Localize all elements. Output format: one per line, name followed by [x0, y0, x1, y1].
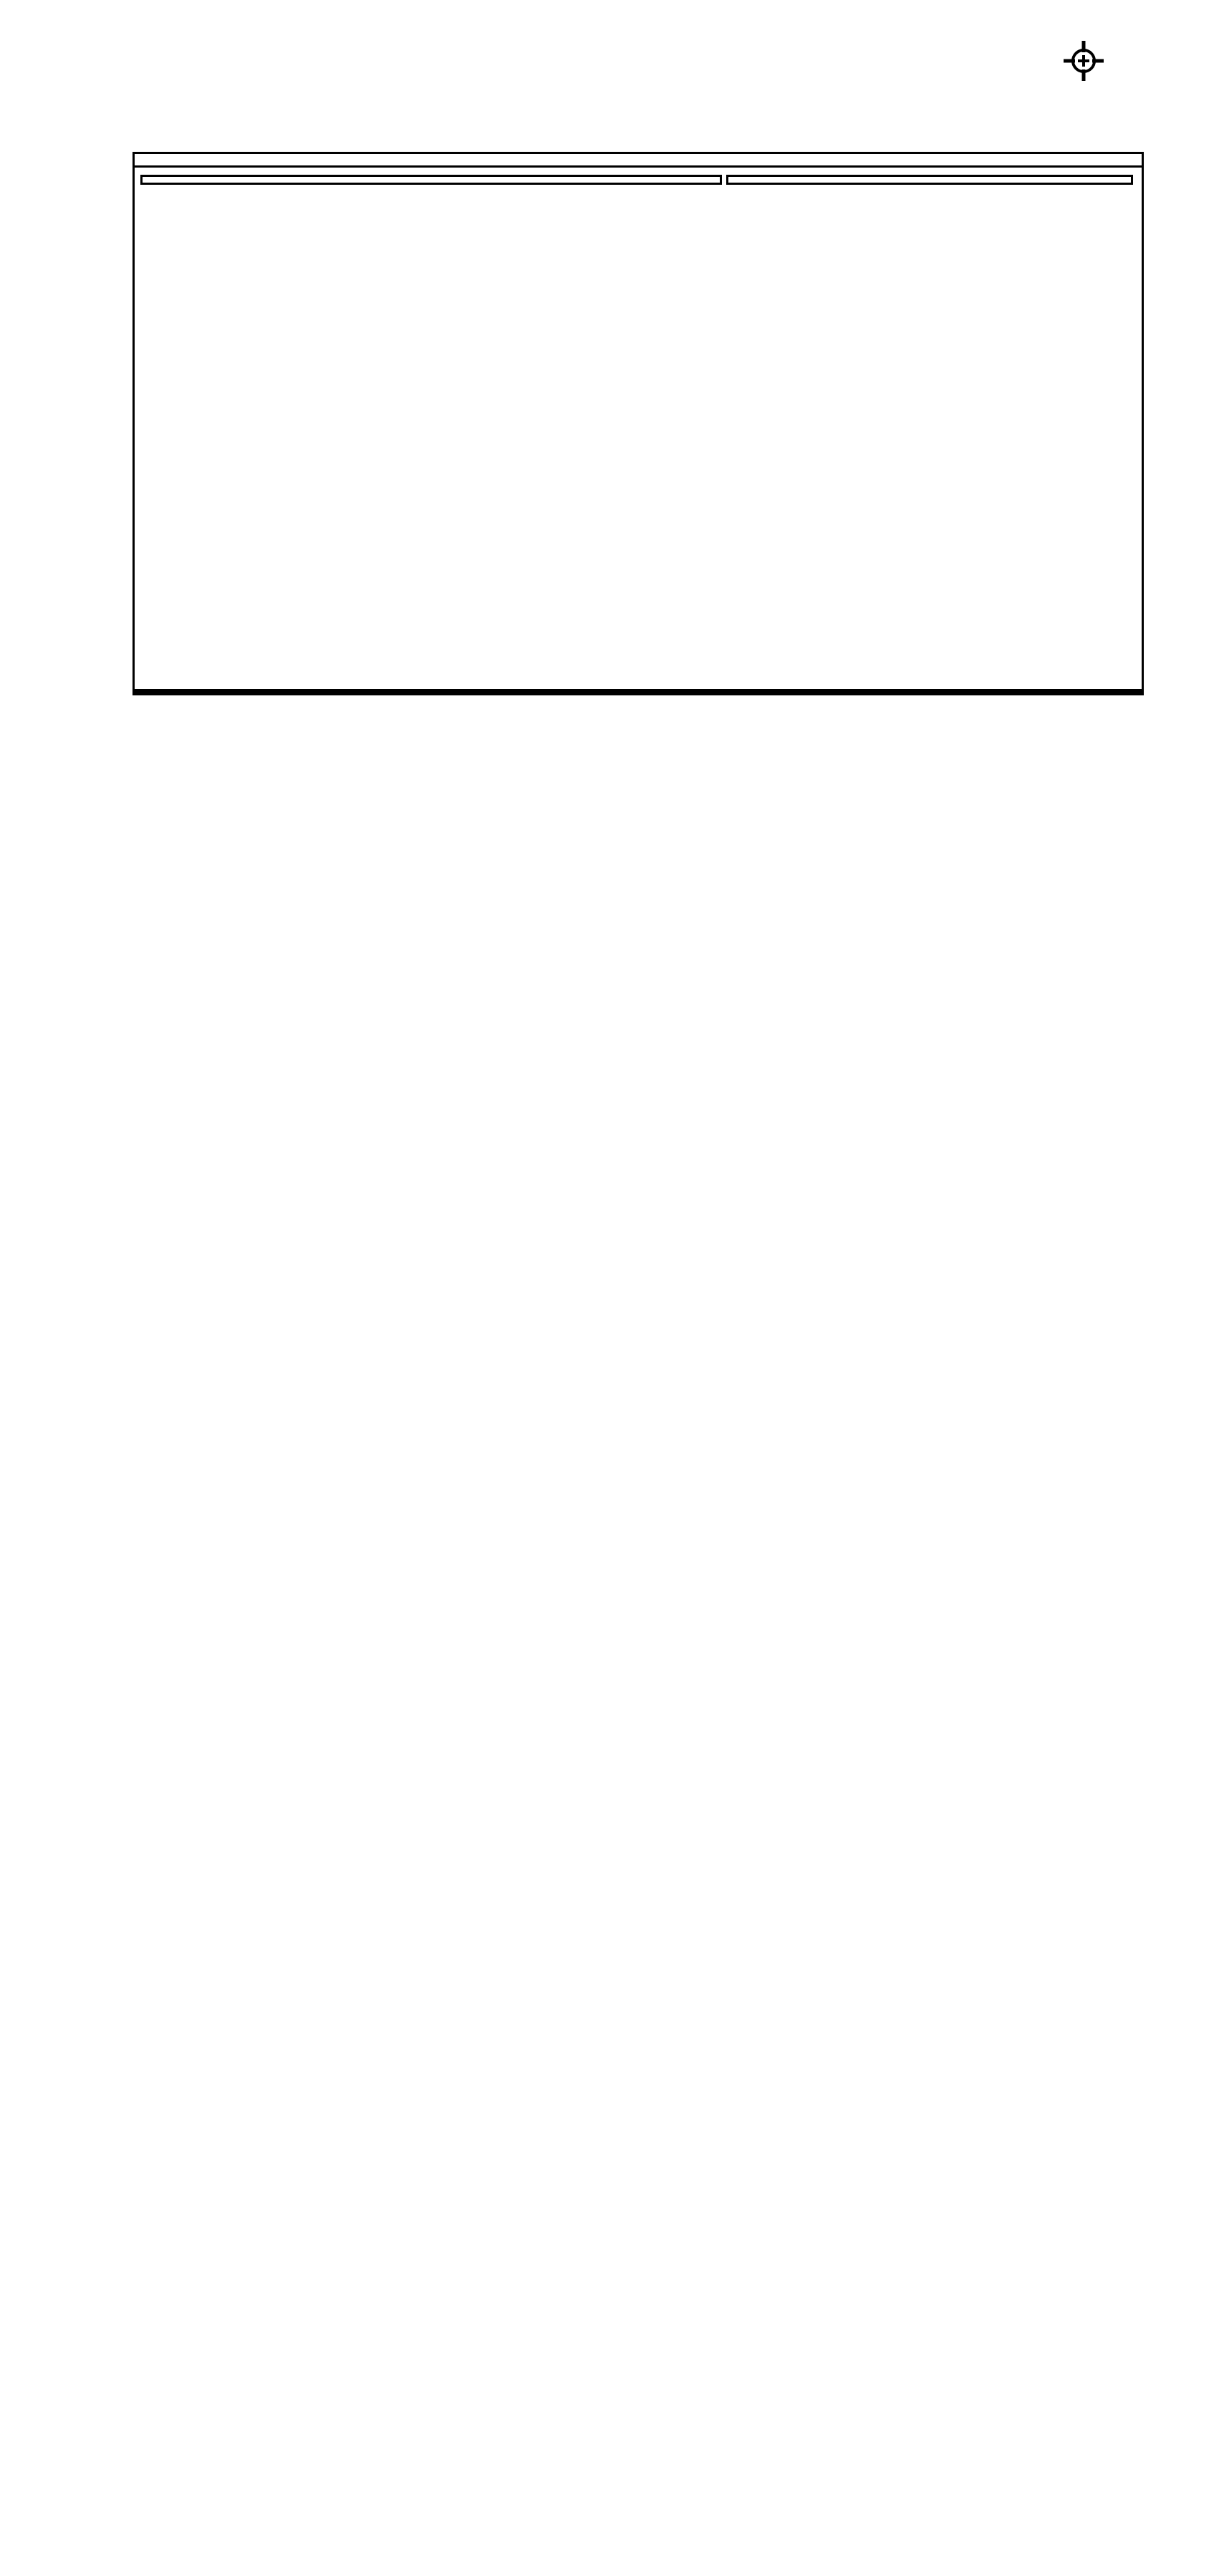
- timing-marks-right: [1163, 0, 1182, 2576]
- timing-marks-top: [39, 85, 1182, 133]
- timing-marks-left: [39, 0, 58, 2576]
- to-vote-box: [140, 175, 722, 185]
- warning-box: [726, 175, 1133, 185]
- registration-target-icon: [1061, 38, 1107, 87]
- county-block: [135, 154, 1142, 168]
- timing-marks-bottom: [39, 2510, 1146, 2557]
- column-1: [132, 691, 471, 695]
- column-3: [805, 691, 1144, 695]
- ballot-header: [132, 152, 1144, 691]
- instruction-boxes: [140, 175, 1133, 185]
- column-2: [468, 691, 807, 695]
